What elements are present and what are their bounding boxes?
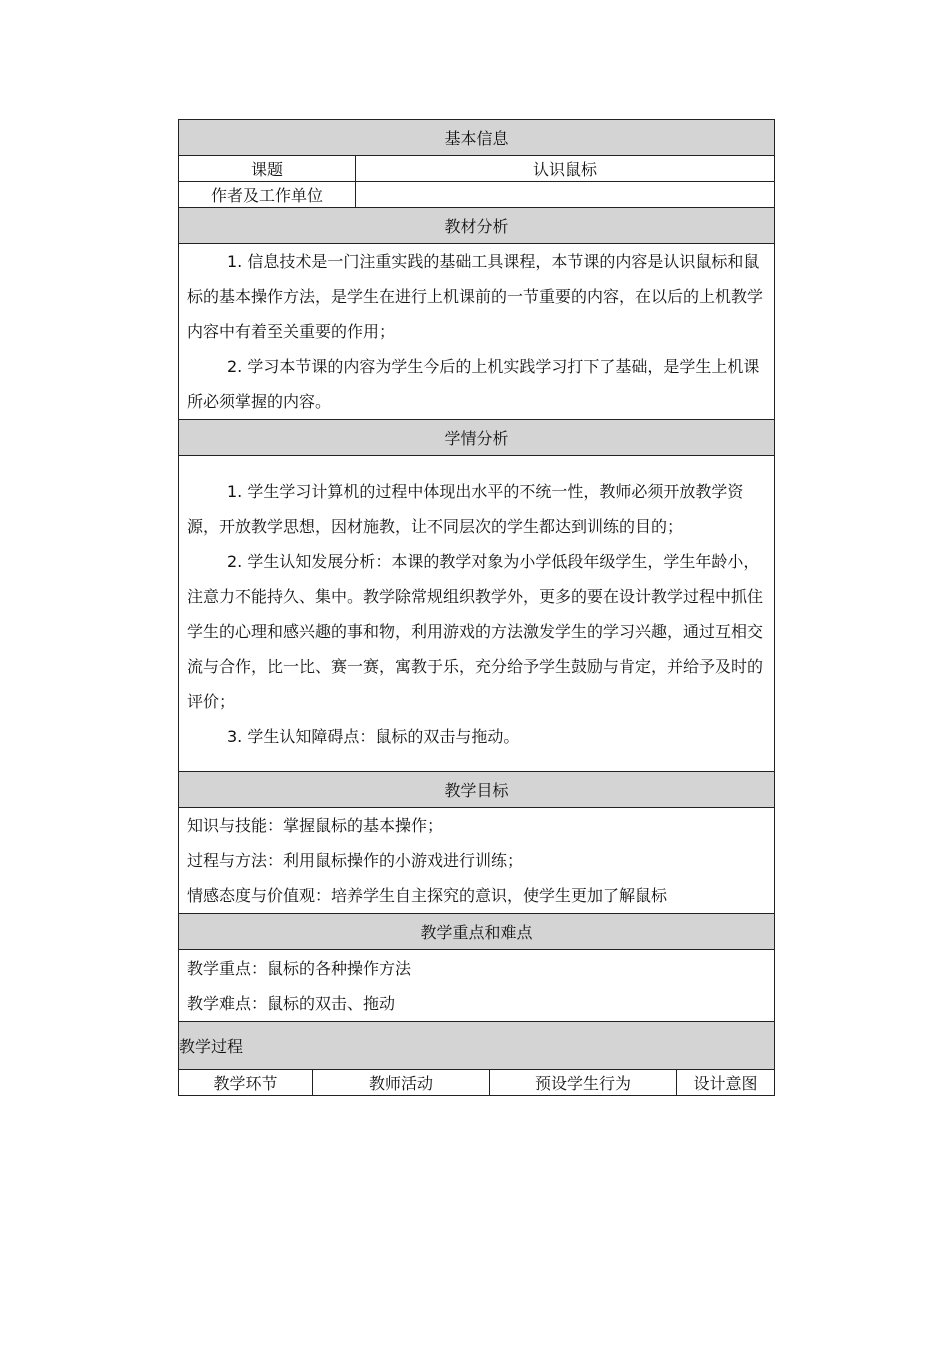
process-col-student: 预设学生行为 bbox=[490, 1070, 677, 1096]
basic-info-header: 基本信息 bbox=[179, 120, 775, 156]
material-paragraph-1: 1. 信息技术是一门注重实践的基础工具课程，本节课的内容是认识鼠标和鼠标的基本操作方法，是学生在进行上机课前的一节重要的内容，在以后的上机教学内容中有着至关重要的作用； bbox=[187, 252, 764, 341]
process-col-intent: 设计意图 bbox=[677, 1070, 775, 1096]
teaching-goals-header: 教学目标 bbox=[179, 772, 775, 808]
goal-process: 过程与方法：利用鼠标操作的小游戏进行训练； bbox=[187, 851, 524, 870]
teaching-goals-body bbox=[179, 808, 775, 914]
lesson-plan-table bbox=[178, 119, 775, 1096]
topic-value: 认识鼠标 bbox=[356, 156, 775, 182]
process-col-stage: 教学环节 bbox=[179, 1070, 313, 1096]
author-value bbox=[356, 182, 775, 208]
student-paragraph-3: 3. 学生认知障碍点：鼠标的双击与拖动。 bbox=[227, 726, 520, 746]
student-analysis-body bbox=[179, 456, 775, 772]
student-paragraph-1: 1. 学生学习计算机的过程中体现出水平的不统一性，教师必须开放教学资源，开放教学思想，因材施教，让不同层次的学生都达到训练的目的； bbox=[187, 481, 744, 536]
material-analysis-header: 教材分析 bbox=[179, 208, 775, 244]
material-analysis-body bbox=[179, 244, 775, 420]
material-paragraph-2: 2. 学习本节课的内容为学生今后的上机实践学习打下了基础，是学生上机课所必须掌握的内容。 bbox=[187, 357, 760, 411]
goal-knowledge: 知识与技能：掌握鼠标的基本操作； bbox=[187, 816, 444, 835]
student-paragraph-2: 2. 学生认知发展分析：本课的教学对象为小学低段年级学生，学生年龄小，注意力不能持久、集中。教学除常规组织教学外，更多的要在设计教学过程中抓住学生的心理和感兴趣的事和物，利用游戏的方法激发学生的学习兴趣，通过互相交流与合作，比一比、赛一赛，寓教于乐，充分给予学生鼓励与肯定，并给予及时的评价； bbox=[187, 551, 764, 711]
process-col-teacher: 教师活动 bbox=[313, 1070, 490, 1096]
difficult-point: 教学难点：鼠标的双击、拖动 bbox=[187, 993, 396, 1013]
key-points-body bbox=[179, 950, 775, 1022]
process-header: 教学过程 bbox=[179, 1022, 775, 1070]
key-point: 教学重点：鼠标的各种操作方法 bbox=[187, 958, 412, 978]
key-points-header: 教学重点和难点 bbox=[179, 914, 775, 950]
goal-attitude: 情感态度与价值观：培养学生自主探究的意识，使学生更加了解鼠标 bbox=[187, 886, 668, 905]
student-analysis-header: 学情分析 bbox=[179, 420, 775, 456]
topic-label: 课题 bbox=[179, 156, 356, 182]
author-label: 作者及工作单位 bbox=[179, 182, 356, 208]
